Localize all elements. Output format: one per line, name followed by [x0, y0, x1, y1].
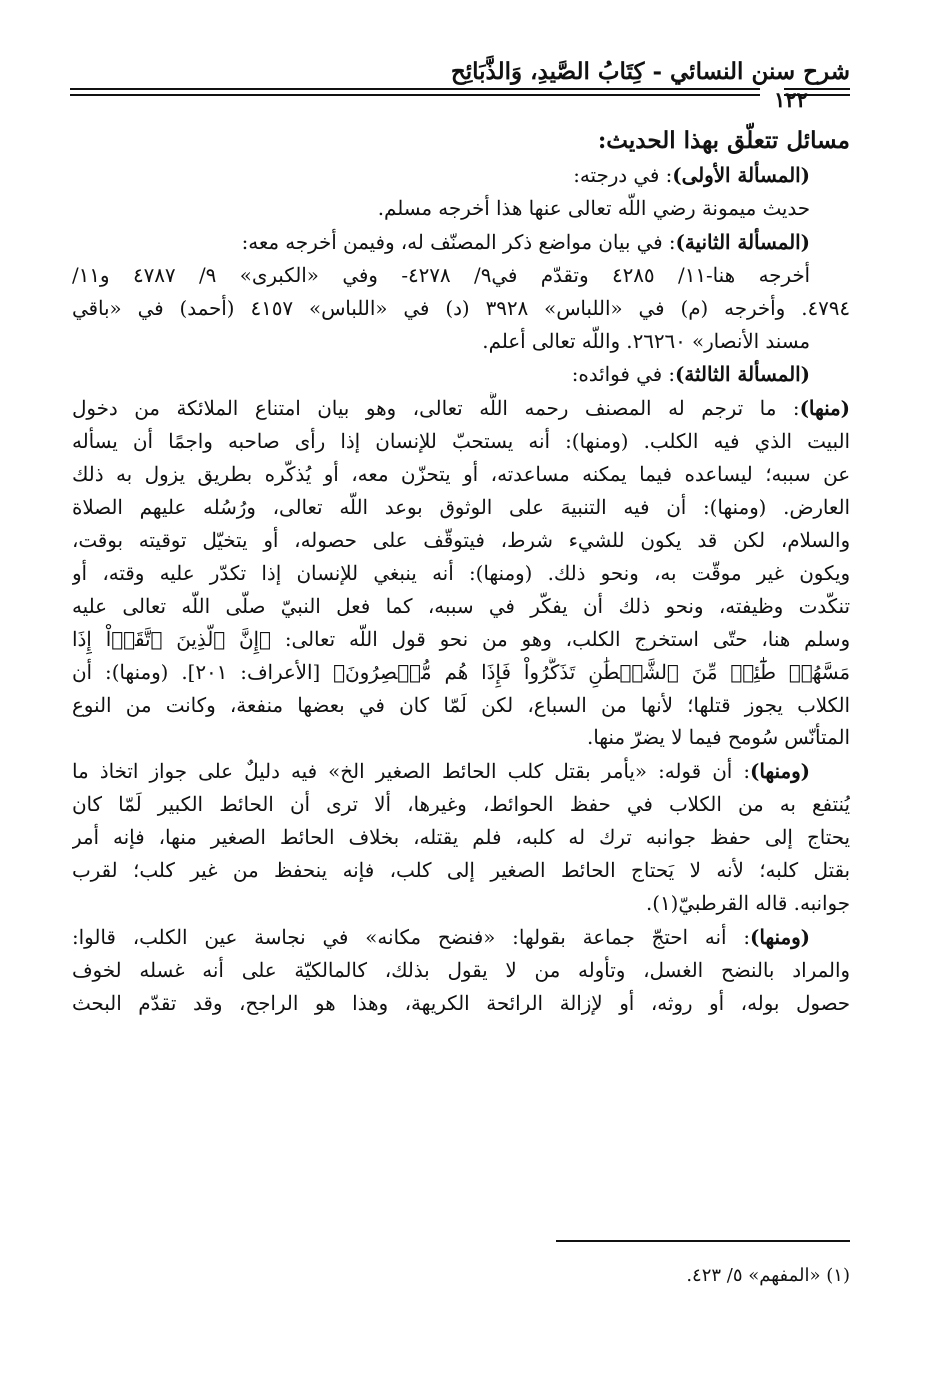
footnote: (١) «المفهم» ٥/ ٤٢٣. — [686, 1265, 850, 1286]
text-line — [72, 459, 850, 492]
text-line — [72, 888, 850, 921]
line-text: : أنه احتجّ جماعة بقولها: «فنضح مكانه» في نجاسة عين الكلب، قالوا: — [72, 925, 751, 949]
page-number: ١٢٢ — [774, 87, 808, 112]
line-text: حصول بوله، أو روثه، أو لإزالة الرائحة الكريهة، وهذا هو الراجح، وقد تقدّم البحث — [72, 991, 850, 1015]
running-title: شرح سنن النسائي - كِتَابُ الصَّيدِ، وَالذَّبَائِح — [450, 58, 850, 85]
issue-label: (المسألة الثالثة) — [675, 362, 810, 387]
line-text: أخرجه هنا-١١/ ٤٢٨٥ وتقدّم في٩/ ٤٢٧٨- وفي «الكبرى» ٩/ ٤٧٨٧ و١١/ — [72, 263, 811, 287]
line-text: يُنتفع به من الكلاب في حفظ الحوائط، وغيرها، ألا ترى أن الحائط الكبير لَمّا كان — [72, 793, 850, 817]
line-text: : في درجته: — [573, 164, 673, 187]
page-header — [70, 52, 850, 112]
text-line — [72, 293, 850, 326]
line-text: ٤٧٩٤. وأخرجه (م) في «اللباس» ٣٩٢٨ (د) في «اللباس» ٤١٥٧ (أحمد) في «باقي — [72, 296, 850, 320]
line-text: تنكّدت وظيفته، ونحو ذلك أن يفكّر في سببه، كما فعل النبيّ صلّى اللَّه تعالى عليه — [72, 594, 850, 618]
line-text: يحتاج إلى حفظ جوانبه ترك له كلبه، فلم يقتله، بخلاف الحائط الصغير منها، فإنه أمر — [72, 826, 850, 850]
text-line — [72, 159, 850, 193]
line-text: عن سببه؛ ليساعده فيما يمكنه مساعدته، أو يتحزّن معه، أو يُذكّره بطريق يزول به ذلك — [72, 463, 850, 487]
text-line — [72, 558, 850, 591]
line-text: : أن قوله: «يأمر بقتل كلب الحائط الصغير الخ» فيه دليلٌ على جواز اتخاذ ما — [72, 760, 751, 784]
section-heading: مسائل تتعلّق بهذا الحديث: — [597, 127, 850, 154]
text-line — [72, 260, 850, 293]
issue-label: (المسألة الأولى) — [672, 163, 810, 187]
line-text: والمراد بالنضح الغسل، وتأوله من لا يقول بذلك، كالمالكيّة على أنه غسله لخوف — [72, 958, 850, 982]
line-text: والسلام، لكن قد يكون للشيء شرط، فيتوقّف على حصوله، أو يتخيّل توقيته بوقت، — [72, 528, 850, 552]
issue-label: (ومنها) — [750, 759, 810, 784]
text-line — [72, 988, 850, 1021]
text-line — [72, 955, 850, 988]
issue-label: (المسألة الثانية) — [675, 229, 810, 254]
line-text: : ما ترجم له المصنف رحمه اللَّه تعالى، وهو بيان امتناع الملائكة من دخول — [72, 397, 800, 421]
line-text: مَسَّهُمۡ طَٰٓئِفٞ مِّنَ ٱلشَّيۡطَٰنِ تَذَكَّرُواْ فَإِذَا هُم مُّبۡصِرُونَ﴾ [الأعراف: ٢٠١]. (ومنها): أن — [72, 660, 850, 684]
footnote-separator — [556, 1240, 850, 1242]
text-line — [72, 755, 850, 789]
line-text: ويكون غير موقّت به، ونحو ذلك. (ومنها): أنه ينبغي للإنسان إذا تكدّر عليه وقته، أو — [72, 561, 850, 585]
text-line — [72, 624, 850, 657]
header-rule-top — [70, 88, 760, 90]
text-line — [72, 657, 850, 690]
line-text: مسند الأنصار» ٢٦٢٦٠. واللَّه تعالى أعلم. — [482, 329, 810, 353]
text-line — [72, 822, 850, 855]
line-text: الكلاب يجوز قتلها؛ لأنها من السباع، لكن لَمّا كان في بعضها منفعة، وكانت من النوع — [72, 693, 850, 717]
line-text: بقتل كلبه؛ لأنه لا يَحتاج الحائط الصغير إلى كلب، فإنه ينحفظ من غير كلب؛ لقرب — [72, 859, 850, 883]
text-line — [72, 690, 850, 723]
line-text: البيت الذي فيه الكلب. (ومنها): أنه يستحبّ للإنسان إذا رأى صاحبه واجمًا أن يسأله — [72, 430, 850, 454]
line-text: العارض. (ومنها): أن فيه التنبيهَ على الوثوق بوعد اللَّه تعالى، ورُسُله عليهم الصلاة — [72, 496, 850, 520]
text-line — [72, 392, 850, 426]
issue-label: (ومنها) — [750, 924, 810, 949]
line-text: : في بيان مواضع ذكر المصنّف له، وفيمن أخرجه معه: — [241, 230, 676, 254]
line-text: جوانبه. قاله القرطبيّ(١). — [645, 891, 850, 915]
text-lines — [72, 159, 850, 1021]
line-text: : في فوائده: — [571, 363, 675, 387]
page-body — [72, 124, 850, 1021]
text-line — [72, 855, 850, 888]
text-line — [72, 226, 850, 260]
text-line — [72, 193, 850, 226]
line-text: المتأنّس سُومح فيما لا يضرّ منها. — [586, 726, 850, 750]
line-text: وسلم هنا، حتّى استخرج الكلب، وهو من نحو قول اللَّه تعالى: ﴿إِنَّ ٱلَّذِينَ ٱتَّقَوۡاْ إِذَا — [72, 627, 850, 651]
text-line — [72, 921, 850, 955]
text-line — [72, 326, 850, 359]
text-line — [72, 358, 850, 392]
line-text: حديث ميمونة رضي اللَّه تعالى عنها هذا أخرجه مسلم. — [377, 196, 810, 220]
text-line — [72, 426, 850, 459]
text-line — [72, 492, 850, 525]
header-rule-bottom — [70, 94, 760, 96]
text-line — [72, 722, 850, 755]
issue-label: (منها) — [799, 396, 850, 421]
text-line — [72, 789, 850, 822]
text-line — [72, 525, 850, 558]
text-line — [72, 591, 850, 624]
